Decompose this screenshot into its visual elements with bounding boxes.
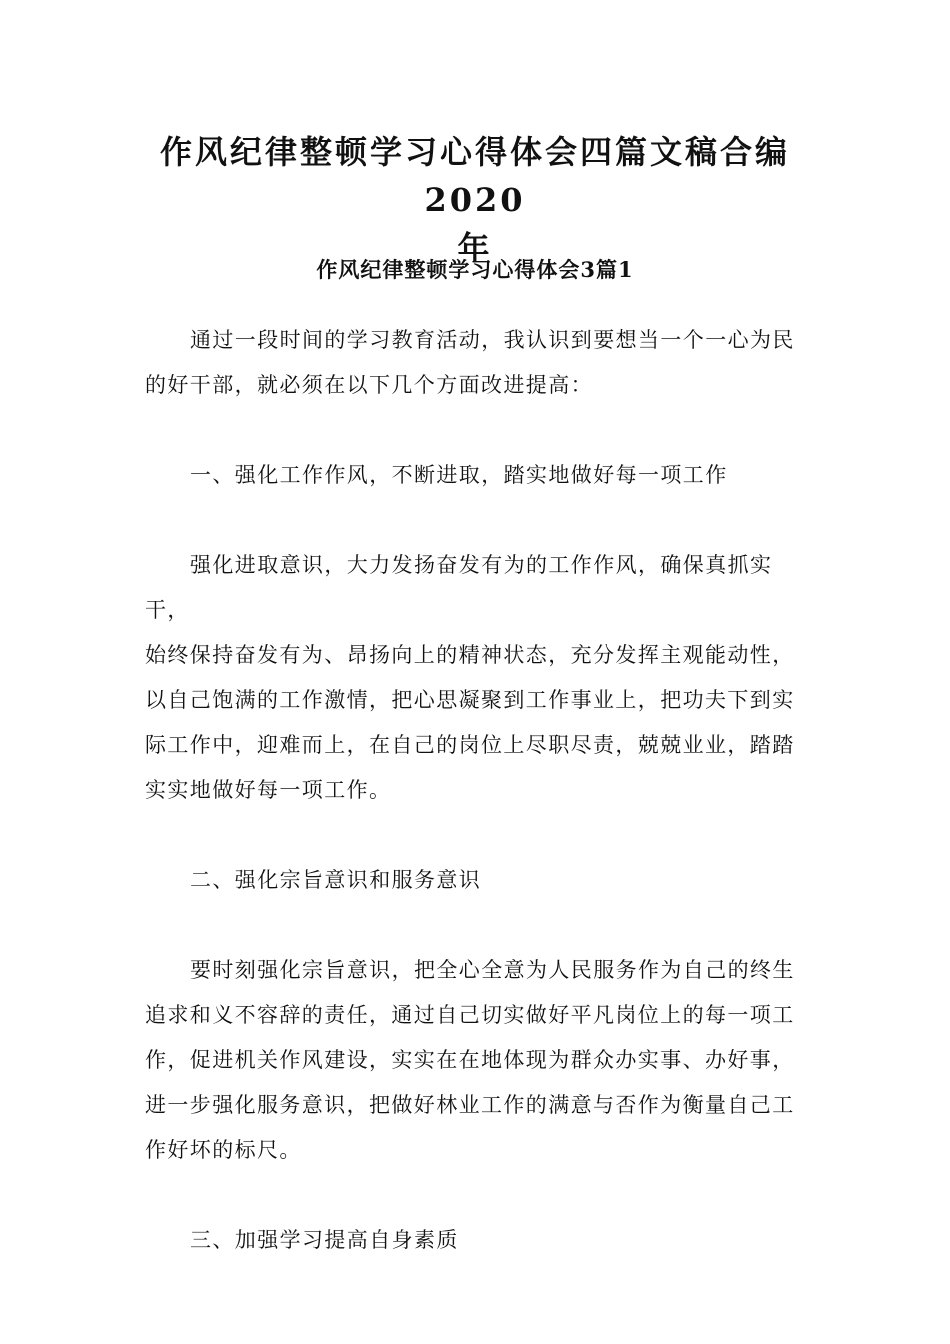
paragraph-2 xyxy=(145,543,805,813)
document-subtitle: 作风纪律整顿学习心得体会3篇1 xyxy=(316,257,634,282)
paragraph-1 xyxy=(145,318,805,408)
section-heading-2 xyxy=(145,858,805,903)
paragraph-line: 作，促进机关作风建设，实实在在地体现为群众办实事、办好事， xyxy=(145,1048,795,1072)
section-heading-text: 二、强化宗旨意识和服务意识 xyxy=(190,868,482,892)
paragraph-line: 作好坏的标尺。 xyxy=(145,1138,302,1162)
document-title xyxy=(140,128,810,272)
paragraph-3 xyxy=(145,948,805,1173)
paragraph-line: 通过一段时间的学习教育活动，我认识到要想当一个一心为民 xyxy=(190,328,795,352)
section-heading-3 xyxy=(145,1218,805,1263)
paragraph-line: 始终保持奋发有为、昂扬向上的精神状态，充分发挥主观能动性， xyxy=(145,643,795,667)
paragraph-line: 的好干部，就必须在以下几个方面改进提高： xyxy=(145,373,593,397)
paragraph-line: 进一步强化服务意识，把做好林业工作的满意与否作为衡量自己工 xyxy=(145,1093,795,1117)
paragraph-line: 以自己饱满的工作激情，把心思凝聚到工作事业上，把功夫下到实 xyxy=(145,688,795,712)
paragraph-line: 际工作中，迎难而上，在自己的岗位上尽职尽责，兢兢业业，踏踏 xyxy=(145,733,795,757)
paragraph-line: 实实地做好每一项工作。 xyxy=(145,778,392,802)
paragraph-line: 强化进取意识，大力发扬奋发有为的工作作风，确保真抓实干， xyxy=(145,553,773,622)
section-heading-text: 三、加强学习提高自身素质 xyxy=(190,1228,459,1252)
document-title-line-1: 作风纪律整顿学习心得体会四篇文稿合编2020 xyxy=(159,133,790,219)
document-title-line-2: 年 xyxy=(457,229,493,267)
document-body xyxy=(145,318,805,1308)
section-heading-1 xyxy=(145,453,805,498)
paragraph-line: 追求和义不容辞的责任，通过自己切实做好平凡岗位上的每一项工 xyxy=(145,1003,795,1027)
section-heading-text: 一、强化工作作风，不断进取，踏实地做好每一项工作 xyxy=(190,463,728,487)
paragraph-line: 要时刻强化宗旨意识，把全心全意为人民服务作为自己的终生 xyxy=(190,958,795,982)
